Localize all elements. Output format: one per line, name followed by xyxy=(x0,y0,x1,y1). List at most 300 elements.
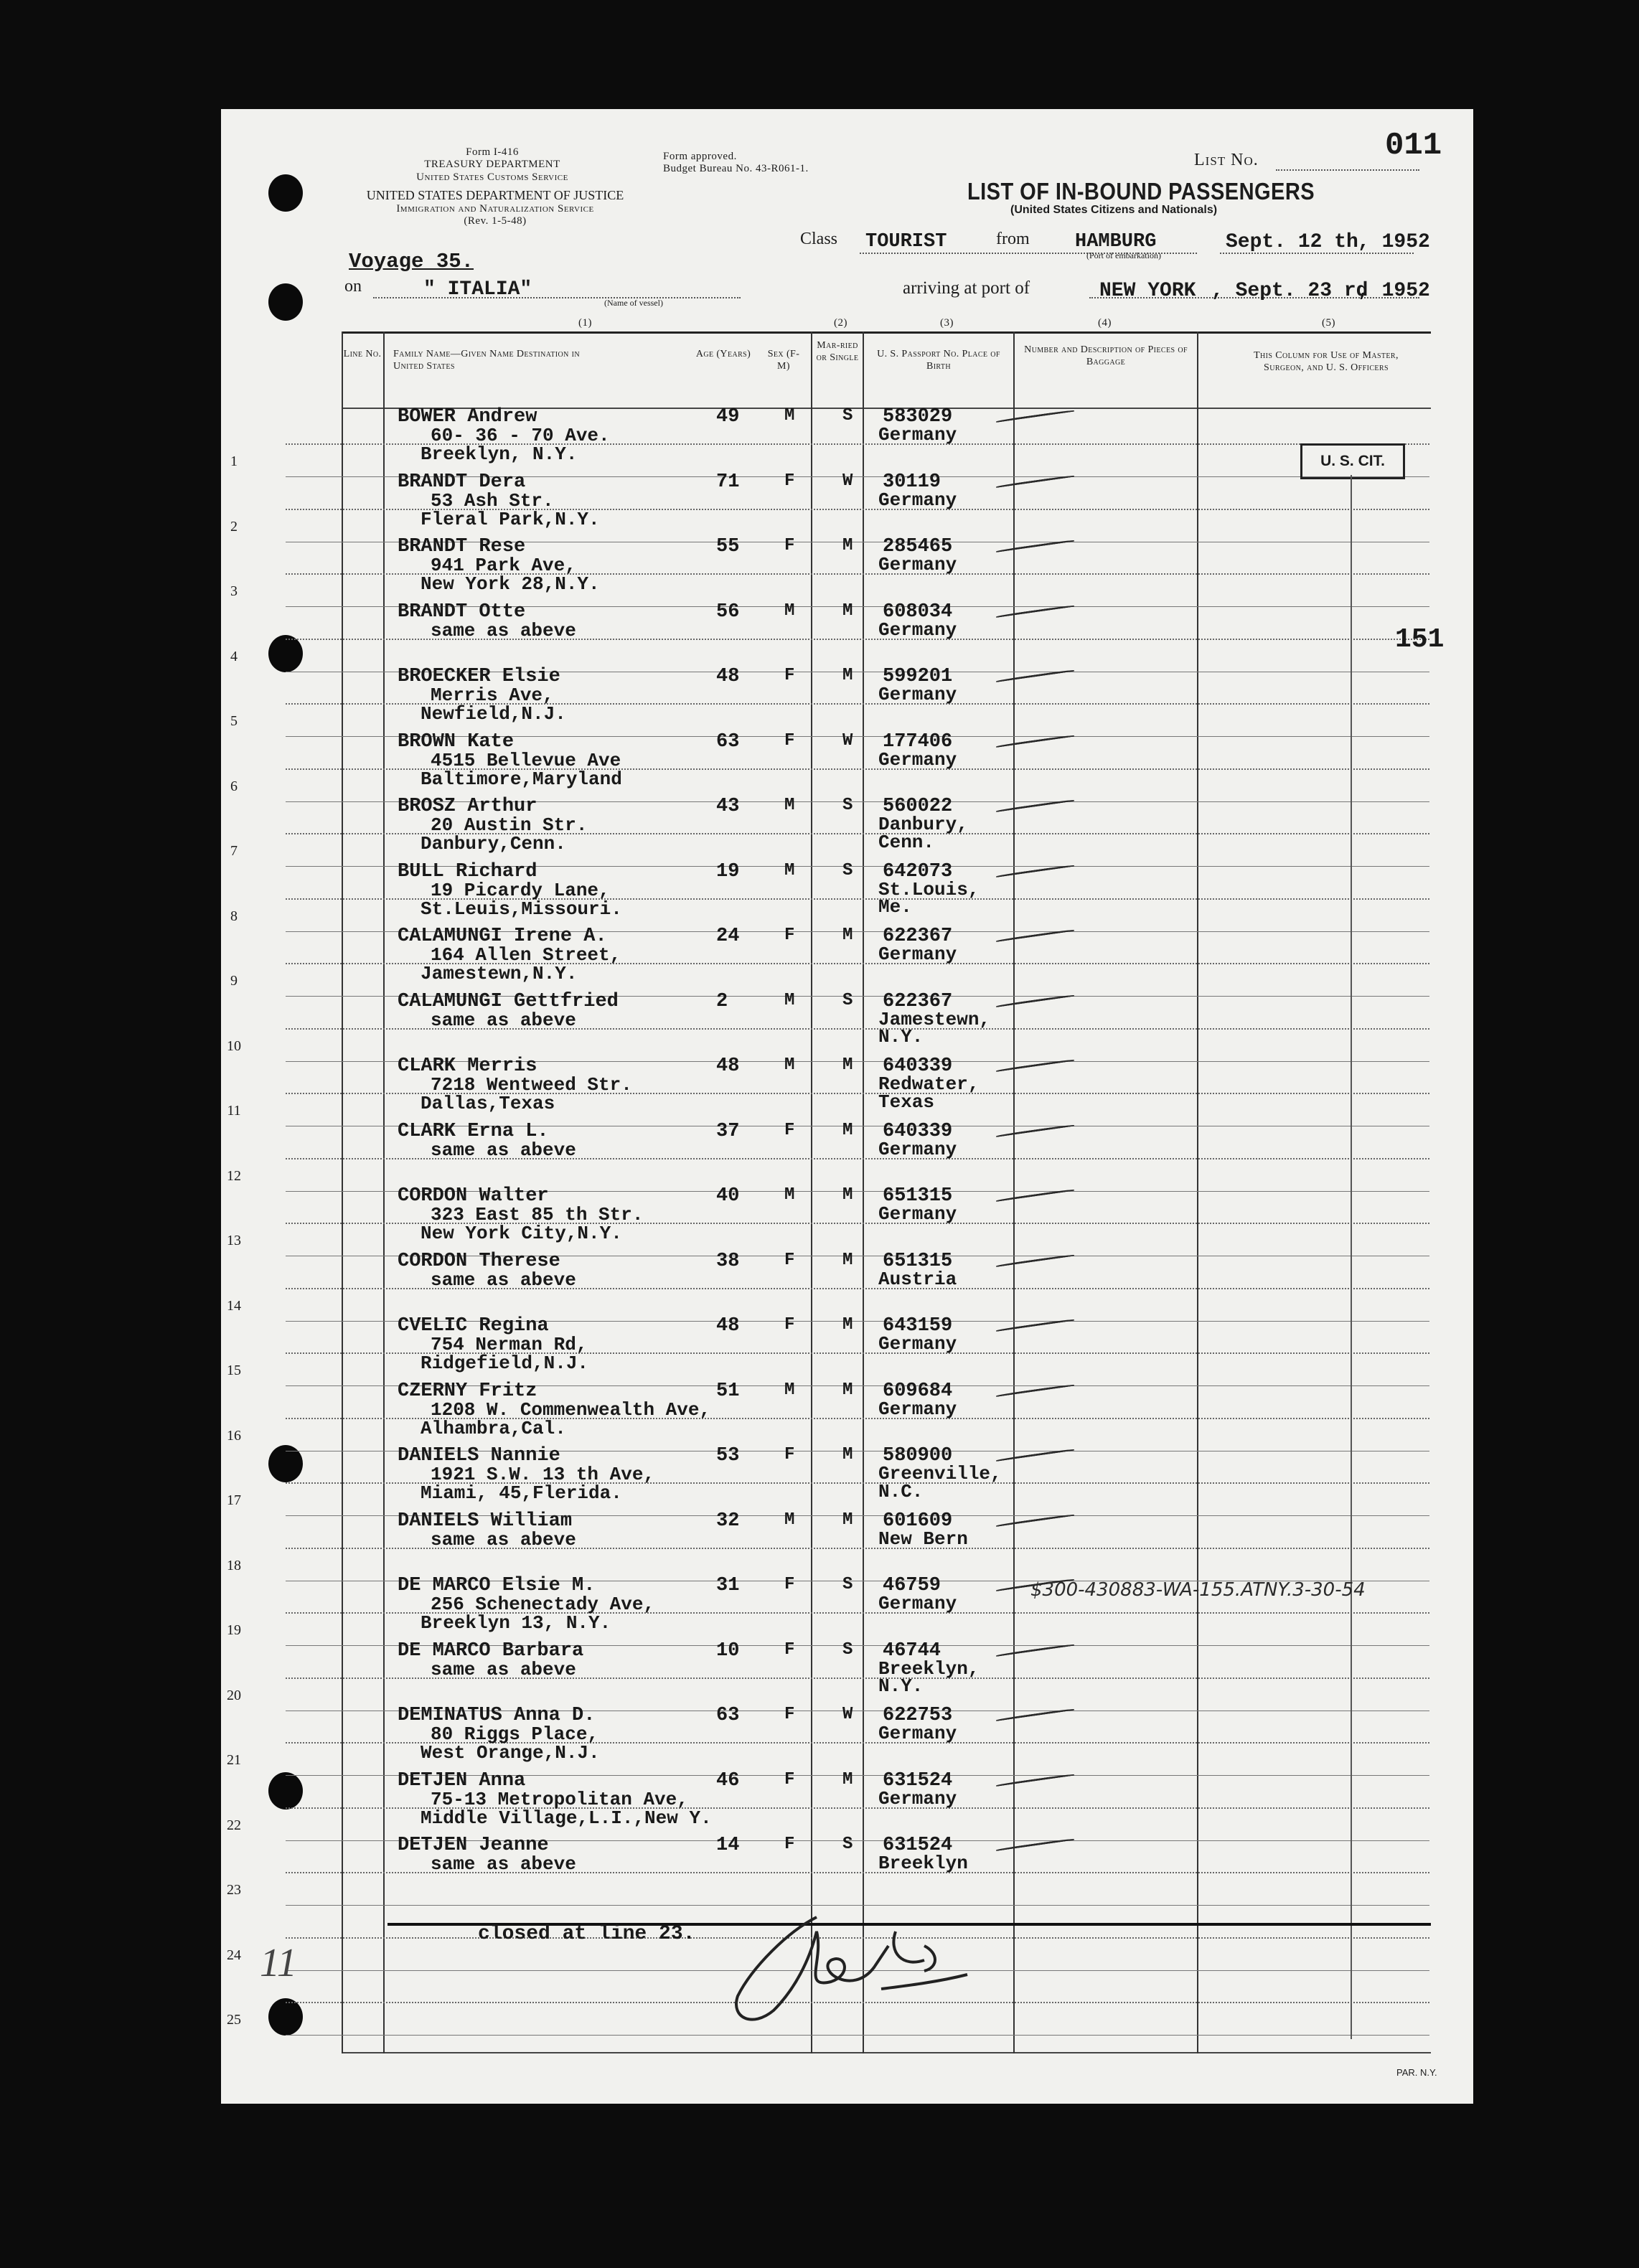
check-stroke xyxy=(996,1773,1074,1786)
embark-note: (Port of embarkation) xyxy=(1086,250,1161,260)
passenger-name: CZERNY Fritz xyxy=(398,1380,537,1402)
line-number: 15 xyxy=(227,1363,241,1378)
sex-cell: F xyxy=(784,730,795,750)
table-row xyxy=(121,1055,1431,1126)
table-row xyxy=(121,1445,1431,1515)
table-row xyxy=(121,796,1431,866)
passenger-name: BRANDT Dera xyxy=(398,471,526,493)
line-number: 7 xyxy=(230,843,238,859)
address-line-1: same as abeve xyxy=(431,1139,576,1161)
sex-cell: F xyxy=(784,1835,795,1854)
check-stroke xyxy=(996,669,1074,682)
line-number: 17 xyxy=(227,1492,241,1508)
place-of-birth: Germany xyxy=(878,1398,957,1420)
passenger-name: CORDON Walter xyxy=(398,1185,549,1207)
place-of-birth: Germany xyxy=(878,944,957,965)
punch-hole xyxy=(268,174,303,212)
address-line-2: Ridgefield,N.J. xyxy=(421,1352,589,1374)
check-stroke xyxy=(996,1449,1074,1462)
marital-cell: M xyxy=(842,1510,853,1530)
justice-block xyxy=(344,188,646,227)
marital-cell: S xyxy=(842,1639,853,1660)
arriving-label: arriving at port of xyxy=(903,278,1030,298)
marital-cell: W xyxy=(842,471,853,491)
passenger-name: DETJEN Anna xyxy=(398,1769,526,1792)
handwritten-note: $300-430883-WA-155.ATNY.3-30-54 xyxy=(1030,1579,1366,1601)
sex-cell: F xyxy=(784,1445,795,1464)
check-stroke xyxy=(996,1319,1074,1332)
age-cell: 14 xyxy=(716,1835,740,1856)
address-line-1: 7218 Wentweed Str. xyxy=(431,1074,632,1096)
punch-hole xyxy=(268,283,303,321)
table-row xyxy=(121,1769,1431,1840)
age-cell: 31 xyxy=(716,1575,740,1596)
address-line-2: Baltimore,Maryland xyxy=(421,768,622,790)
marital-cell: M xyxy=(842,1250,853,1270)
marital-cell: M xyxy=(842,666,853,685)
age-cell: 51 xyxy=(716,1380,740,1402)
sex-cell: M xyxy=(784,860,795,880)
marital-cell: M xyxy=(842,1769,853,1789)
passport-number: 622753 xyxy=(883,1705,953,1726)
line-number: 21 xyxy=(227,1752,241,1768)
sex-cell: F xyxy=(784,1769,795,1789)
line-number: 12 xyxy=(227,1167,241,1184)
table-row xyxy=(121,666,1431,736)
sex-cell: M xyxy=(784,1055,795,1075)
address-line-2: Danbury,Cenn. xyxy=(421,833,566,855)
sex-cell: F xyxy=(784,926,795,945)
address-line-1: 754 Nerman Rd, xyxy=(431,1334,588,1355)
address-line-1: same as abeve xyxy=(431,1853,576,1875)
from-label: from xyxy=(996,230,1030,248)
place-of-birth: Germany xyxy=(878,618,957,641)
table-row xyxy=(121,1380,1431,1451)
sex-cell: F xyxy=(784,1315,795,1335)
passport-number: 642073 xyxy=(883,860,953,883)
passenger-name: BULL Richard xyxy=(398,860,537,883)
marital-cell: M xyxy=(842,1445,853,1464)
vessel-note: (Name of vessel) xyxy=(604,298,663,308)
revision: (Rev. 1-5-48) xyxy=(464,215,527,227)
passport-number: 622367 xyxy=(883,926,953,947)
line-number: 5 xyxy=(230,713,238,729)
form-number: Form I-416 xyxy=(466,146,519,158)
class-value: TOURIST xyxy=(865,231,947,253)
list-no-line xyxy=(1276,169,1419,171)
passenger-name: CALAMUNGI Irene A. xyxy=(398,926,607,947)
check-stroke xyxy=(996,1253,1074,1266)
col-head-married: Mar-ried or Single xyxy=(816,340,859,363)
sex-cell: M xyxy=(784,1185,795,1205)
address-line-1: 53 Ash Str. xyxy=(431,489,554,512)
sex-cell: M xyxy=(784,990,795,1010)
check-stroke xyxy=(996,994,1074,1007)
place-of-birth: Germany xyxy=(878,1203,957,1225)
marital-cell: S xyxy=(842,990,853,1010)
sex-cell: F xyxy=(784,536,795,555)
address-line-1: same as abeve xyxy=(431,1528,576,1551)
address-line-2: New York 28,N.Y. xyxy=(421,573,600,595)
table-row xyxy=(121,1705,1431,1775)
place-of-birth: Germany xyxy=(878,684,957,705)
check-stroke xyxy=(996,1124,1074,1137)
address-line-1: 941 Park Ave, xyxy=(431,555,576,576)
sex-cell: F xyxy=(784,1705,795,1724)
passenger-name: CLARK Merris xyxy=(398,1055,537,1077)
marital-cell: S xyxy=(842,796,853,815)
check-stroke xyxy=(996,1838,1074,1851)
line-number: 11 xyxy=(227,1103,241,1119)
line-number: 1 xyxy=(230,453,238,469)
age-cell: 19 xyxy=(716,860,740,883)
line-number: 10 xyxy=(227,1037,241,1054)
age-cell: 56 xyxy=(716,601,740,623)
passport-number: 599201 xyxy=(883,666,953,687)
passport-number: 643159 xyxy=(883,1315,953,1337)
sex-cell: F xyxy=(784,666,795,685)
address-line-2: St.Leuis,Missouri. xyxy=(421,898,622,920)
table-row xyxy=(121,1120,1431,1191)
passport-number: 651315 xyxy=(883,1185,953,1207)
line-number: 24 xyxy=(227,1947,241,1963)
address-line-1: 19 Picardy Lane, xyxy=(431,879,610,901)
address-line-2: Breeklyn 13, N.Y. xyxy=(421,1612,611,1634)
line-number: 2 xyxy=(230,518,238,535)
age-cell: 24 xyxy=(716,926,740,947)
passenger-name: CLARK Erna L. xyxy=(398,1120,549,1142)
marital-cell: W xyxy=(842,1705,853,1724)
check-stroke xyxy=(996,1643,1074,1656)
address-line-2: Jamestewn,N.Y. xyxy=(421,963,578,984)
line-number: 4 xyxy=(230,648,238,664)
marital-cell: M xyxy=(842,1120,853,1140)
passport-number: 609684 xyxy=(883,1380,953,1402)
address-line-1: same as abeve xyxy=(431,1269,576,1291)
place-of-birth: Germany xyxy=(878,1593,957,1614)
marital-cell: M xyxy=(842,1315,853,1335)
budget-bureau: Budget Bureau No. 43-R061-1. xyxy=(663,163,809,175)
col-head-age: Age (Years) xyxy=(695,349,751,359)
col-head-name: Family Name—Given Name Destination in United States xyxy=(393,349,581,372)
age-cell: 71 xyxy=(716,471,740,493)
table-top-rule xyxy=(342,331,1431,334)
customs-service: United States Customs Service xyxy=(416,171,568,183)
marital-cell: M xyxy=(842,1055,853,1075)
col-num-3: (3) xyxy=(940,317,954,329)
arrival-port: NEW YORK xyxy=(1099,280,1196,302)
passenger-name: DE MARCO Barbara xyxy=(398,1639,584,1662)
page-subtitle: (United States Citizens and Nationals) xyxy=(1010,204,1218,216)
passport-number: 177406 xyxy=(883,730,953,753)
marital-cell: M xyxy=(842,1185,853,1205)
place-of-birth: Austria xyxy=(878,1268,957,1290)
line-number: 23 xyxy=(227,1882,241,1898)
voyage-number: Voyage 35. xyxy=(349,250,474,273)
address-line-2: Newfield,N.J. xyxy=(421,703,566,725)
line-number: 9 xyxy=(230,973,238,989)
address-line-1: 75-13 Metropolitan Ave, xyxy=(431,1788,688,1810)
form-id-block xyxy=(406,146,578,184)
embark-year: , 1952 xyxy=(1358,231,1430,253)
passport-number: 601609 xyxy=(883,1510,953,1532)
check-stroke xyxy=(996,1189,1074,1202)
officer-note: 151 xyxy=(1395,624,1445,655)
passport-number: 580900 xyxy=(883,1445,953,1467)
age-cell: 10 xyxy=(716,1639,740,1662)
table-row xyxy=(121,1639,1431,1711)
signature xyxy=(709,1903,996,2032)
sex-cell: F xyxy=(784,1250,795,1270)
place-of-birth: Germany xyxy=(878,424,957,446)
check-stroke xyxy=(996,799,1074,812)
table-row xyxy=(121,928,1431,996)
passenger-name: DANIELS Nannie xyxy=(398,1445,560,1467)
address-line-1: same as abeve xyxy=(431,1658,576,1680)
passport-number: 46759 xyxy=(883,1575,941,1596)
department: TREASURY DEPARTMENT xyxy=(424,159,560,171)
table-row xyxy=(121,1315,1431,1385)
age-cell: 40 xyxy=(716,1185,740,1207)
table-row xyxy=(121,536,1431,606)
place-of-birth: Germany xyxy=(878,1723,957,1744)
line-number: 18 xyxy=(227,1557,241,1573)
age-cell: 37 xyxy=(716,1120,740,1142)
passenger-name: DANIELS William xyxy=(398,1510,573,1532)
age-cell: 32 xyxy=(716,1510,740,1532)
marital-cell: M xyxy=(842,1380,853,1400)
embark-port: HAMBURG xyxy=(1075,231,1157,253)
passport-number: 583029 xyxy=(883,406,953,428)
line-number: 6 xyxy=(230,778,238,794)
line-number: 19 xyxy=(227,1622,241,1638)
age-cell: 49 xyxy=(716,406,740,428)
line-number: 25 xyxy=(227,2012,241,2028)
address-line-2: New York City,N.Y. xyxy=(421,1223,622,1244)
passenger-name: BRANDT Otte xyxy=(398,601,526,623)
justice-dept: UNITED STATES DEPARTMENT OF JUSTICE xyxy=(366,188,624,202)
us-citizen-stamp: U. S. CIT. xyxy=(1300,443,1405,479)
table-row xyxy=(121,471,1431,542)
ins-service: Immigration and Naturalization Service xyxy=(396,202,594,215)
age-cell: 38 xyxy=(716,1250,740,1272)
sex-cell: M xyxy=(784,1380,795,1400)
passport-number: 622367 xyxy=(883,990,953,1012)
place-of-birth: Germany xyxy=(878,489,957,511)
check-stroke xyxy=(996,474,1074,487)
marital-cell: S xyxy=(842,1575,853,1594)
sex-cell: M xyxy=(784,796,795,815)
passport-number: 46744 xyxy=(883,1639,941,1662)
sex-cell: M xyxy=(784,1510,795,1530)
printer-mark: PAR. N.Y. xyxy=(1396,2067,1437,2078)
sex-cell: F xyxy=(784,471,795,491)
check-stroke xyxy=(996,1708,1074,1721)
address-line-1: 164 Allen Street, xyxy=(431,944,621,966)
passport-number: 608034 xyxy=(883,601,953,623)
passenger-name: BRANDT Rese xyxy=(398,536,526,557)
check-stroke xyxy=(996,1383,1074,1396)
age-cell: 63 xyxy=(716,730,740,753)
age-cell: 63 xyxy=(716,1705,740,1726)
on-label: on xyxy=(344,277,362,296)
col-num-5: (5) xyxy=(1322,317,1335,329)
table-row xyxy=(121,1250,1431,1321)
sex-cell: F xyxy=(784,1639,795,1660)
place-of-birth: Danbury, Cenn. xyxy=(878,814,968,853)
margin-mark: 11 xyxy=(260,1941,297,1985)
sex-cell: F xyxy=(784,1120,795,1140)
address-line-1: 80 Riggs Place, xyxy=(431,1723,599,1745)
sex-cell: M xyxy=(784,601,795,621)
address-line-2: West Orange,N.J. xyxy=(421,1742,600,1764)
officer-check-line xyxy=(1351,475,1352,2039)
age-cell: 55 xyxy=(716,536,740,557)
approval-block xyxy=(663,151,809,176)
sex-cell: F xyxy=(784,1575,795,1594)
line-number: 8 xyxy=(230,908,238,924)
list-number: 011 xyxy=(1385,128,1442,164)
table-row xyxy=(121,601,1431,672)
passenger-name: DETJEN Jeanne xyxy=(398,1835,549,1856)
place-of-birth: Jamestewn, N.Y. xyxy=(878,1008,991,1048)
age-cell: 53 xyxy=(716,1445,740,1467)
address-line-2: Breeklyn, N.Y. xyxy=(421,443,578,465)
col-head-sex: Sex (F-M) xyxy=(767,349,800,372)
passport-number: 640339 xyxy=(883,1120,953,1142)
col-head-officers: This Column for Use of Master, Surgeon, and U. S. Officers xyxy=(1254,350,1399,373)
passport-number: 651315 xyxy=(883,1250,953,1272)
closing-note: closed at line 23. xyxy=(478,1923,695,1945)
table-row xyxy=(121,1835,1431,1905)
address-line-1: 20 Austin Str. xyxy=(431,814,588,836)
place-of-birth: Germany xyxy=(878,1333,957,1355)
table-row xyxy=(121,1185,1431,1256)
line-number: 3 xyxy=(230,583,238,599)
passenger-name: DEMINATUS Anna D. xyxy=(398,1705,596,1726)
embark-date: Sept. 12 th xyxy=(1226,231,1358,253)
check-stroke xyxy=(996,1513,1074,1526)
age-cell: 48 xyxy=(716,1055,740,1077)
col-num-1: (1) xyxy=(578,317,592,329)
place-of-birth: Breeklyn, N.Y. xyxy=(878,1657,980,1698)
col-head-line: Line No. xyxy=(343,349,382,359)
place-of-birth: New Bern xyxy=(878,1528,968,1550)
place-of-birth: Breeklyn xyxy=(878,1853,968,1874)
passenger-name: CORDON Therese xyxy=(398,1250,560,1272)
line-number: 14 xyxy=(227,1297,241,1314)
list-no-label: List No. xyxy=(1194,151,1259,169)
passenger-name: CALAMUNGI Gettfried xyxy=(398,990,619,1012)
line-number: 20 xyxy=(227,1687,241,1703)
address-line-2: Dallas,Texas xyxy=(421,1093,555,1114)
marital-cell: M xyxy=(842,926,853,945)
marital-cell: S xyxy=(842,860,853,880)
address-line-2: Alhambra,Cal. xyxy=(421,1417,566,1439)
col-num-2: (2) xyxy=(834,317,847,329)
check-stroke xyxy=(996,1059,1074,1072)
passport-number: 631524 xyxy=(883,1769,953,1792)
line-number: 13 xyxy=(227,1233,241,1248)
marital-cell: S xyxy=(842,1835,853,1854)
check-stroke xyxy=(996,410,1074,423)
marital-cell: S xyxy=(842,406,853,425)
passenger-name: CVELIC Regina xyxy=(398,1315,549,1337)
address-line-1: 1921 S.W. 13 th Ave, xyxy=(431,1464,655,1485)
place-of-birth: St.Louis, Me. xyxy=(878,878,980,918)
table-row xyxy=(121,1510,1431,1581)
check-stroke xyxy=(996,604,1074,617)
table-row xyxy=(121,406,1431,476)
address-line-1: 4515 Bellevue Ave xyxy=(431,749,621,771)
table-row xyxy=(121,730,1431,801)
manifest-sheet xyxy=(221,109,1473,2104)
passenger-name: BOWER Andrew xyxy=(398,406,537,428)
age-cell: 43 xyxy=(716,796,740,817)
line-number: 22 xyxy=(227,1817,241,1833)
marital-cell: M xyxy=(842,536,853,555)
passport-number: 640339 xyxy=(883,1055,953,1077)
address-line-2: Middle Village,L.I.,New Y. xyxy=(421,1807,712,1829)
passport-number: 560022 xyxy=(883,796,953,817)
address-line-1: 256 Schenectady Ave, xyxy=(431,1594,655,1615)
address-line-1: 1208 W. Commenwealth Ave, xyxy=(431,1398,711,1421)
col-head-baggage: Number and Description of Pieces of Baggage xyxy=(1024,344,1188,367)
line-number: 16 xyxy=(227,1427,241,1444)
place-of-birth: Germany xyxy=(878,554,957,575)
place-of-birth: Redwater, Texas xyxy=(878,1073,980,1113)
table-row xyxy=(121,860,1431,931)
passenger-name: BROECKER Elsie xyxy=(398,666,560,687)
passenger-name: BROWN Kate xyxy=(398,730,515,753)
check-stroke xyxy=(996,734,1074,747)
place-of-birth: Greenville, N.C. xyxy=(878,1463,1002,1502)
class-label: Class xyxy=(800,230,838,248)
address-line-2: Fleral Park,N.Y. xyxy=(421,508,600,530)
sex-cell: M xyxy=(784,406,795,425)
passport-number: 285465 xyxy=(883,536,953,557)
vessel-name: " ITALIA" xyxy=(423,278,532,301)
address-line-1: 323 East 85 th Str. xyxy=(431,1204,644,1225)
place-of-birth: Germany xyxy=(878,1138,957,1160)
address-line-1: same as abeve xyxy=(431,1009,576,1031)
address-line-1: same as abeve xyxy=(431,619,576,641)
check-stroke xyxy=(996,540,1074,552)
row-rule xyxy=(286,2035,1429,2036)
arrival-year: , 1952 xyxy=(1358,280,1430,302)
age-cell: 46 xyxy=(716,1769,740,1792)
place-of-birth: Germany xyxy=(878,1787,957,1810)
check-stroke xyxy=(996,864,1074,877)
marital-cell: W xyxy=(842,730,853,750)
passport-number: 30119 xyxy=(883,471,941,493)
col-num-4: (4) xyxy=(1098,317,1112,329)
passenger-name: BROSZ Arthur xyxy=(398,796,537,817)
table-row xyxy=(121,990,1431,1061)
age-cell: 2 xyxy=(716,990,728,1012)
address-line-2: Miami, 45,Flerida. xyxy=(421,1482,622,1504)
check-stroke xyxy=(996,929,1074,942)
address-line-1: Merris Ave, xyxy=(431,684,554,706)
page-title: LIST OF IN-BOUND PASSENGERS xyxy=(967,178,1315,204)
passenger-name: DE MARCO Elsie M. xyxy=(398,1575,596,1596)
age-cell: 48 xyxy=(716,666,740,687)
form-approved: Form approved. xyxy=(663,151,737,162)
arrival-date: , Sept. 23 rd xyxy=(1211,280,1368,302)
place-of-birth: Germany xyxy=(878,748,957,771)
passport-number: 631524 xyxy=(883,1835,953,1856)
age-cell: 48 xyxy=(716,1315,740,1337)
